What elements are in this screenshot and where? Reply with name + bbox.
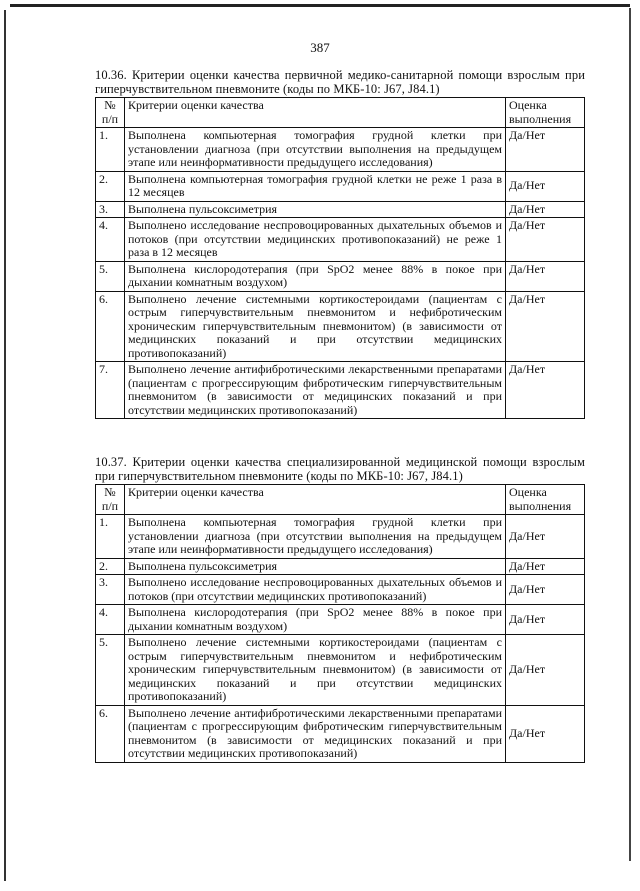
row-number: 4. bbox=[96, 605, 125, 635]
page-number: 387 bbox=[310, 40, 330, 55]
row-score: Да/Нет bbox=[506, 635, 585, 706]
row-number: 1. bbox=[96, 128, 125, 172]
row-criteria: Выполнено лечение антифибротическими лекарственными препаратами (пациентам с прогрессирующим фибротическим гиперчувствительным пневмонитом (в зависимости от медицинских показаний и при отсутствии медицинских противопоказаний) bbox=[125, 705, 506, 762]
row-score: Да/Нет bbox=[506, 558, 585, 575]
header-number: № п/п bbox=[96, 98, 125, 128]
table-header-row bbox=[96, 98, 585, 128]
row-criteria: Выполнена кислородотерапия (при SpO2 менее 88% в покое при дыхании комнатным воздухом) bbox=[125, 605, 506, 635]
row-score: Да/Нет bbox=[506, 201, 585, 218]
row-number: 5. bbox=[96, 635, 125, 706]
table-row bbox=[96, 201, 585, 218]
table-row bbox=[96, 171, 585, 201]
row-number: 7. bbox=[96, 362, 125, 419]
row-score: Да/Нет bbox=[506, 261, 585, 291]
table-row bbox=[96, 261, 585, 291]
row-score: Да/Нет bbox=[506, 291, 585, 362]
row-number: 3. bbox=[96, 201, 125, 218]
row-number: 1. bbox=[96, 515, 125, 559]
row-score: Да/Нет bbox=[506, 515, 585, 559]
section-10-36 bbox=[95, 68, 585, 419]
scan-edge-right bbox=[629, 8, 631, 861]
row-score: Да/Нет bbox=[506, 605, 585, 635]
row-score: Да/Нет bbox=[506, 128, 585, 172]
row-score: Да/Нет bbox=[506, 575, 585, 605]
row-criteria: Выполнена компьютерная томография грудной клетки при установлении диагноза (при отсутствии выполнения на предыдущем этапе или неинформативности предыдущего исследования) bbox=[125, 128, 506, 172]
row-number: 2. bbox=[96, 171, 125, 201]
table-row bbox=[96, 605, 585, 635]
row-number: 4. bbox=[96, 218, 125, 262]
row-score: Да/Нет bbox=[506, 218, 585, 262]
row-criteria: Выполнено лечение антифибротическими лекарственными препаратами (пациентам с прогрессирующим фибротическим гиперчувствительным пневмонитом (в зависимости от медицинских показаний и при отсутствии медицинских противопоказаний) bbox=[125, 362, 506, 419]
table-row bbox=[96, 128, 585, 172]
row-number: 6. bbox=[96, 291, 125, 362]
row-criteria: Выполнена пульсоксиметрия bbox=[125, 201, 506, 218]
row-criteria: Выполнена кислородотерапия (при SpO2 менее 88% в покое при дыхании комнатным воздухом) bbox=[125, 261, 506, 291]
table-row bbox=[96, 362, 585, 419]
table-header-row bbox=[96, 485, 585, 515]
header-score: Оценка выполнения bbox=[506, 98, 585, 128]
scan-edge-top bbox=[10, 4, 630, 7]
criteria-table bbox=[95, 97, 585, 419]
row-criteria: Выполнена компьютерная томография грудной клетки при установлении диагноза (при отсутствии выполнения на предыдущем этапе или неинформативности предыдущего исследования) bbox=[125, 515, 506, 559]
section-10-37 bbox=[95, 455, 585, 763]
header-criteria: Критерии оценки качества bbox=[125, 485, 506, 515]
criteria-table bbox=[95, 484, 585, 763]
table-row bbox=[96, 291, 585, 362]
row-criteria: Выполнено исследование неспровоцированных дыхательных объемов и потоков (при отсутствии медицинских противопоказаний) bbox=[125, 575, 506, 605]
row-criteria: Выполнена пульсоксиметрия bbox=[125, 558, 506, 575]
row-number: 5. bbox=[96, 261, 125, 291]
row-number: 3. bbox=[96, 575, 125, 605]
row-score: Да/Нет bbox=[506, 362, 585, 419]
header-number: № п/п bbox=[96, 485, 125, 515]
row-criteria: Выполнена компьютерная томография грудной клетки не реже 1 раза в 12 месяцев bbox=[125, 171, 506, 201]
row-criteria: Выполнено лечение системными кортикостероидами (пациентам с острым гиперчувствительным пневмонитом и нефибротическим хроническим гиперчувствительным пневмонитом) (в зависимости от медицинских показаний и при отсутствии медицинских противопоказаний) bbox=[125, 291, 506, 362]
row-number: 6. bbox=[96, 705, 125, 762]
table-row bbox=[96, 635, 585, 706]
header-score: Оценка выполнения bbox=[506, 485, 585, 515]
scan-edge-left bbox=[4, 10, 6, 881]
row-score: Да/Нет bbox=[506, 171, 585, 201]
header-criteria: Критерии оценки качества bbox=[125, 98, 506, 128]
table-row bbox=[96, 218, 585, 262]
section-title: 10.36. Критерии оценки качества первичной медико-санитарной помощи взрослым при гиперчувствительном пневмоните (коды по МКБ-10: J67, J84.1) bbox=[95, 68, 585, 96]
table-row bbox=[96, 515, 585, 559]
section-title: 10.37. Критерии оценки качества специализированной медицинской помощи взрослым при гиперчувствительном пневмоните (коды по МКБ-10: J67, J84.1) bbox=[95, 455, 585, 483]
row-score: Да/Нет bbox=[506, 705, 585, 762]
table-row bbox=[96, 575, 585, 605]
row-criteria: Выполнено исследование неспровоцированных дыхательных объемов и потоков (при отсутствии медицинских противопоказаний) не реже 1 раза в 12 месяцев bbox=[125, 218, 506, 262]
row-criteria: Выполнено лечение системными кортикостероидами (пациентам с острым гиперчувствительным пневмонитом и нефибротическим хроническим гиперчувствительным пневмонитом) (в зависимости от медицинских показаний и при отсутствии медицинских противопоказаний) bbox=[125, 635, 506, 706]
row-number: 2. bbox=[96, 558, 125, 575]
table-row bbox=[96, 558, 585, 575]
table-row bbox=[96, 705, 585, 762]
